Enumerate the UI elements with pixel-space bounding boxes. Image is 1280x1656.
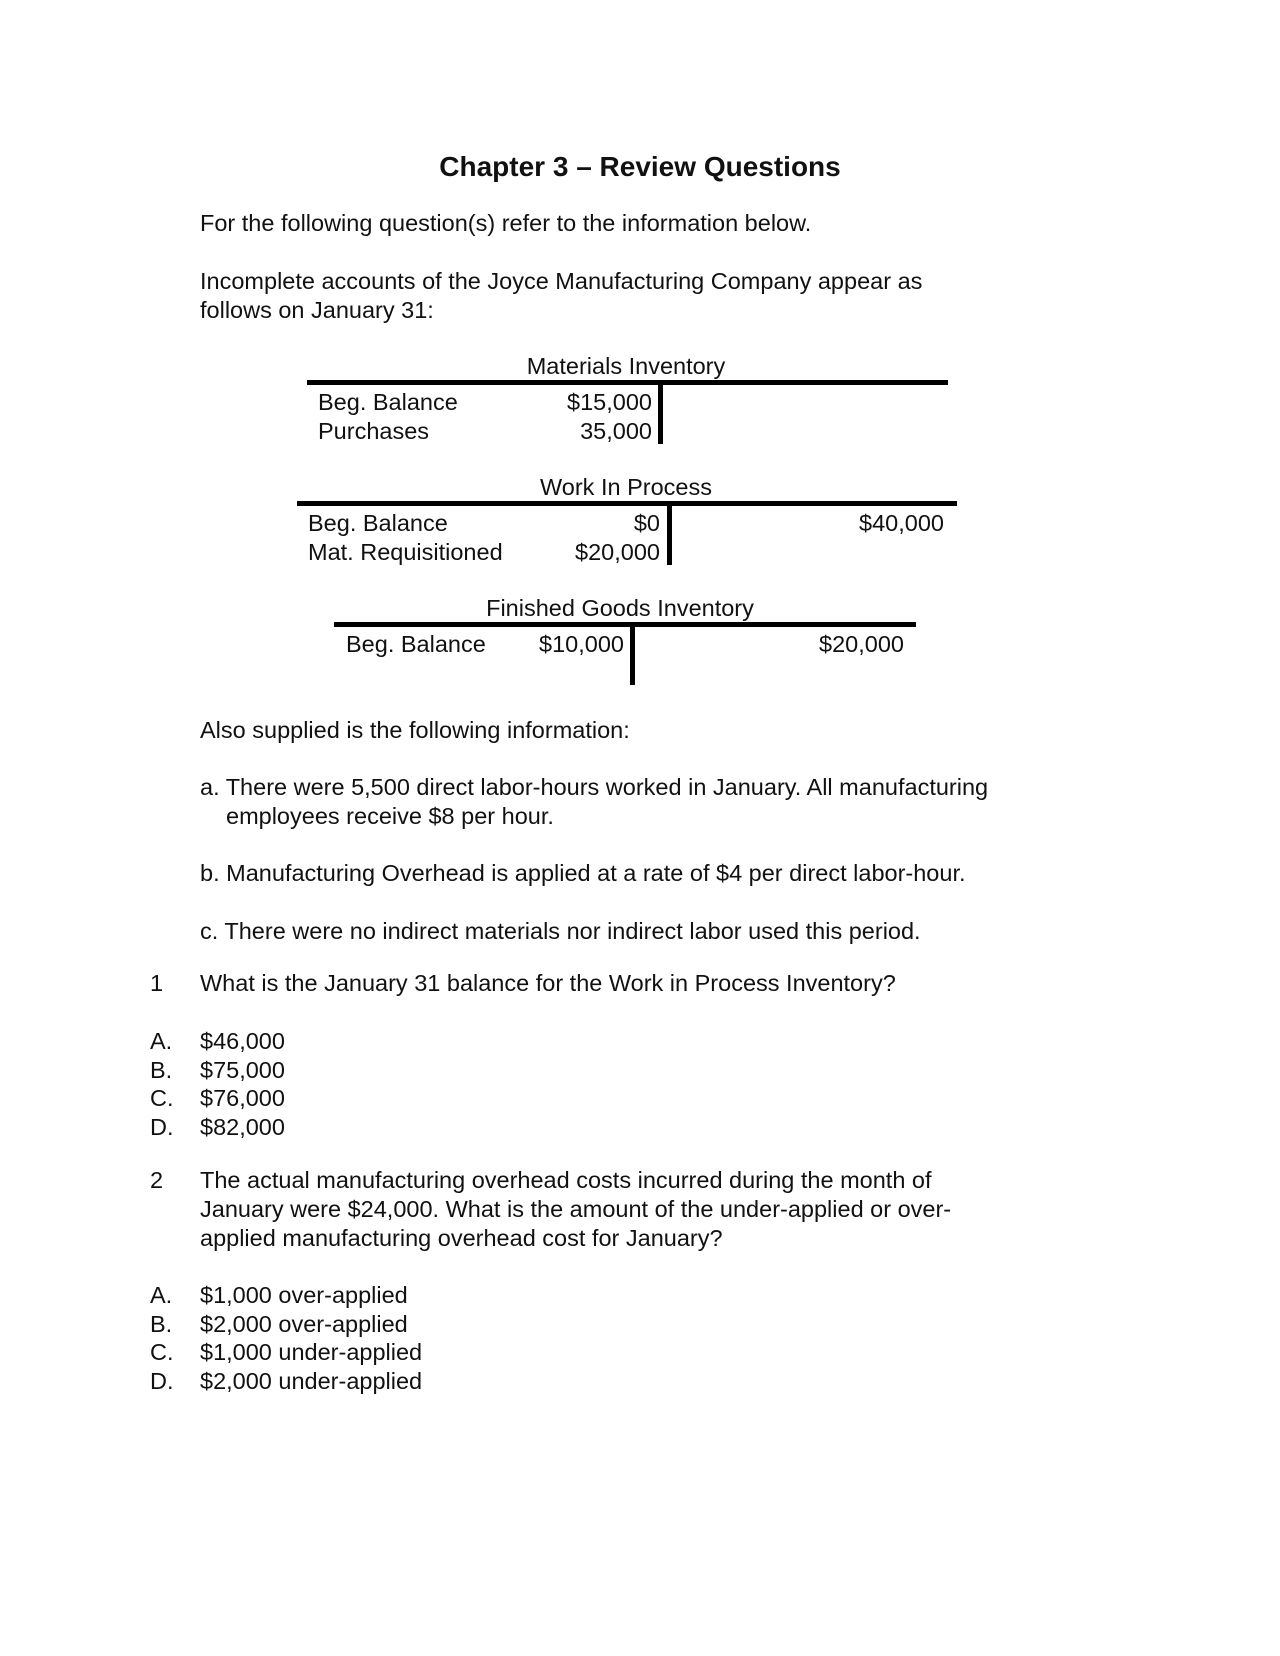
t-account-row-debit: $15,000 [567,389,652,415]
option-letter: D. [150,1368,174,1394]
info-a-line-2: employees receive $8 per hour. [226,803,554,829]
intro-text: For the following question(s) refer to the information below. [200,210,812,236]
question-text: January were $24,000. What is the amount of the under-applied or over- [200,1196,952,1222]
option-text: $2,000 under-applied [200,1368,423,1394]
t-account-row-debit: $0 [633,510,660,536]
t-account-horizontal-rule [307,380,948,385]
info-a-line-1: a. There were 5,500 direct labor-hours worked in January. All manufacturing [200,774,989,800]
question-number: 1 [150,970,164,996]
t-account-row-label: Beg. Balance [318,389,458,415]
t-account-credit: $40,000 [859,510,944,536]
t-account-row-debit: $20,000 [575,539,660,565]
context-line-2: follows on January 31: [200,297,434,323]
page-title: Chapter 3 – Review Questions [439,151,841,182]
t-account-title: Materials Inventory [526,353,726,379]
option-text: $76,000 [200,1085,285,1111]
question-text: The actual manufacturing overhead costs incurred during the month of [200,1167,932,1193]
option-letter: A. [150,1028,173,1054]
question-text: applied manufacturing overhead cost for January? [200,1225,723,1251]
t-account-row-label: Mat. Requisitioned [308,539,503,565]
t-account-vertical-rule [630,627,635,685]
option-letter: C. [150,1085,174,1111]
t-account-row-label: Purchases [318,418,430,444]
question-text: What is the January 31 balance for the Work in Process Inventory? [200,970,896,996]
t-account-row-debit: $10,000 [539,631,624,657]
option-text: $75,000 [200,1057,285,1083]
info-b: b. Manufacturing Overhead is applied at a rate of $4 per direct labor-hour. [200,860,966,886]
option-text: $2,000 over-applied [200,1311,408,1337]
option-letter: B. [150,1057,173,1083]
option-letter: D. [150,1114,174,1140]
option-text: $82,000 [200,1114,285,1140]
info-c: c. There were no indirect materials nor indirect labor used this period. [200,918,921,944]
t-account-row-debit: 35,000 [580,418,652,444]
option-letter: B. [150,1311,173,1337]
t-account-vertical-rule [667,506,672,565]
also-supplied-text: Also supplied is the following information: [200,717,630,743]
t-account-credit: $20,000 [819,631,904,657]
t-account-title: Finished Goods Inventory [486,595,754,621]
t-account-vertical-rule [658,385,663,444]
t-account-title: Work In Process [540,474,712,500]
option-text: $1,000 under-applied [200,1339,423,1365]
question-number: 2 [150,1167,164,1193]
t-account-horizontal-rule [334,622,916,627]
option-letter: A. [150,1282,173,1308]
t-account-row-label: Beg. Balance [308,510,448,536]
t-account-horizontal-rule [297,501,957,506]
option-text: $1,000 over-applied [200,1282,408,1308]
option-letter: C. [150,1339,174,1365]
context-line-1: Incomplete accounts of the Joyce Manufacturing Company appear as [200,268,923,294]
option-text: $46,000 [200,1028,285,1054]
t-account-row-label: Beg. Balance [346,631,486,657]
